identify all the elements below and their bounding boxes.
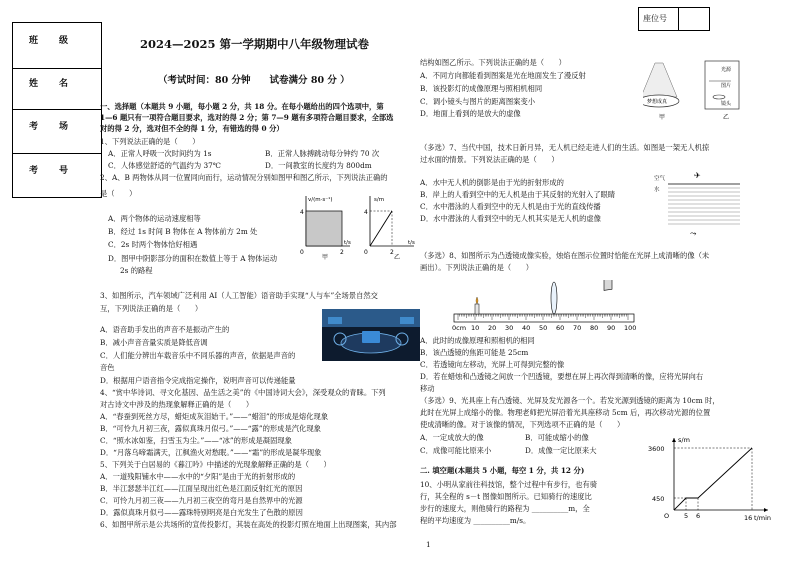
- st-line: [674, 448, 752, 510]
- question-3: 3、如图所示，汽车领域广泛利用 AI（人工智能）语音助手实现“人与车”全场景自然交: [100, 291, 378, 300]
- exam-title: 2024—2025 第一学期期中八年级物理试卷: [140, 37, 370, 51]
- q8-option-d-cont: 移动: [420, 384, 435, 393]
- q3-option-a: A．语音助手发出的声音不是振动产生的: [100, 325, 230, 334]
- ruler-label: 80: [590, 324, 599, 332]
- q9-option-a: A．一定成放大的像: [420, 433, 484, 442]
- st-y0: 450: [652, 495, 665, 503]
- q3-option-d: D．根据用户语音指令完成指定操作，说明声音可以传递能量: [100, 376, 296, 385]
- q7-option-a: A．水中无人机的倒影是由于光的折射形成的: [420, 178, 564, 187]
- st-x2: 6: [696, 512, 701, 520]
- q2-option-b: B．经过 1s 时间 B 物体在 A 物体前方 2m 处: [108, 227, 258, 236]
- question-6-cont: 结构如图乙所示。下列说法正确的是（ ）: [420, 58, 566, 67]
- q8-option-c: C．若透镜向左移动，光屏上可得到完整的像: [420, 360, 565, 369]
- ruler-label: 90: [607, 324, 616, 332]
- st-y1: 3600: [648, 445, 665, 453]
- ruler-label: 50: [539, 324, 548, 332]
- shaded-area: [306, 211, 342, 246]
- question-3-cont: 互，下列说法正确的是（ ）: [100, 304, 203, 313]
- q8-option-d: D．若在蜡烛和凸透镜之间放一个凹透镜，要想在屏上再次得到清晰的像，应将光屏向右: [420, 372, 704, 381]
- question-9-cont2: 使成清晰的像。对于该像的情况，下列选项不正确的是（ ）: [420, 420, 625, 429]
- q3-option-c: C．人们能分辨出车载音乐中不同乐器的声音，依据是声音的: [100, 351, 296, 360]
- exam-number-label: 考 号: [29, 166, 75, 176]
- question-8: （多选）8、如图所示为凸透镜成像实验，烛焰在图示位置时恰能在光屏上成清晰的像（未: [420, 251, 710, 260]
- class-label: 班 级: [29, 36, 75, 46]
- water-label: 水: [654, 187, 660, 193]
- yi-xlabel: t/s: [408, 240, 415, 246]
- question-6: 6、如图甲所示是公共场所的宣传投影灯，其装在高处的投影灯照在地面上出现图案，其内部: [100, 520, 397, 529]
- question-2-cont: 是（ ）: [100, 189, 137, 198]
- car-ai-image: [322, 309, 420, 361]
- q1-option-c: C．人体感觉舒适的气温约为 37℃: [108, 161, 221, 170]
- q5-option-a: A．一道残阳铺水中——水中的“夕阳”是由于光的折射形成的: [100, 472, 296, 481]
- seat-number-label: 座位号: [643, 14, 667, 23]
- question-9: （多选）9、光具座上有凸透镜、光屏及发光源各一个。若发光源到透镜的距离为 10cm 时，: [420, 396, 720, 405]
- question-10: 10、小明从家前往科技馆，整个过程中有步行，也有骑: [420, 480, 598, 489]
- jia-origin: 0: [300, 249, 304, 256]
- drone-icon: ✈: [694, 171, 701, 180]
- yi-line: [370, 211, 392, 246]
- candle: [475, 304, 479, 314]
- seat-number-box: [638, 7, 710, 31]
- q2-option-c: C．2s 时两个物体恰好相遇: [108, 240, 198, 249]
- question-10-cont2: 步行的速度大，则他骑行的路程为 __________m，全: [420, 504, 590, 513]
- q1-option-a: A．正常人呼吸一次时间约为 1s: [108, 149, 212, 158]
- q2-option-a: A．两个物体的运动速度相等: [108, 214, 201, 223]
- q1-option-d: D．一间教室的长度约为 800dm: [265, 161, 372, 170]
- projector-caption-left: 甲: [659, 114, 666, 121]
- q1-option-b: B．正常人脉搏跳动每分钟约 70 次: [265, 149, 380, 158]
- yi-caption: 乙: [394, 254, 401, 260]
- st-xlabel: t/min: [754, 514, 771, 522]
- q8-option-b: B．该凸透镜的焦距可能是 25cm: [420, 348, 529, 357]
- q6-option-d: D．地面上看到的是放大的虚像: [420, 109, 521, 118]
- question-2: 2、A、B 两物体从同一位置同向而行，运动情况分别如图甲和图乙所示，下列说法正确的: [100, 173, 388, 182]
- yi-ylabel: s/m: [374, 197, 385, 203]
- jia-xlabel: t/s: [344, 240, 351, 246]
- diver-icon: ⤳: [690, 229, 697, 238]
- ruler-label: 70: [573, 324, 582, 332]
- jia-caption: 甲: [322, 254, 329, 260]
- question-10-cont: 行，其全程的 s－t 图像如图所示。已知骑行的速度比: [420, 492, 592, 501]
- box-label-lens: 镜头: [721, 101, 732, 107]
- q5-option-c: C．可怜九月初三夜——九月初三夜空的弯月是自然界中的光源: [100, 496, 303, 505]
- section-one-line: 1—6 题只有一项符合题目要求，选对的得 2 分；第 7—9 题有多项符合题目要求，全部选: [100, 113, 394, 122]
- exam-room-label: 考 场: [29, 122, 75, 132]
- section-one-line: 对的得 2 分，选对但不全的得 1 分，有错选的得 0 分）: [100, 124, 284, 133]
- drone-figure: [650, 170, 742, 240]
- ruler-label: 100: [624, 324, 637, 332]
- q6-option-b: B．该投影灯的成像原理与照相机相同: [420, 84, 543, 93]
- jia-yvalue: 4: [300, 209, 304, 216]
- q4-option-b: B．“可怜九月初三夜，露似真珠月似弓。”——“露”的形成是汽化现象: [100, 424, 321, 433]
- yi-origin: 0: [364, 249, 368, 256]
- air-label: 空气: [654, 176, 666, 182]
- question-7-cont: 过水面的情景。下列说法正确的是（ ）: [420, 155, 559, 164]
- ruler-label: 30: [505, 324, 514, 332]
- graph-yi: [364, 196, 415, 260]
- ruler-label: 10: [471, 324, 480, 332]
- q2-option-d: D．图甲中阴影部分的面积在数值上等于 A 物体运动: [108, 254, 277, 263]
- candle-flame: [476, 297, 478, 304]
- st-ylabel: s/m: [678, 436, 690, 444]
- q7-option-b: B．岸上的人看到空中的无人机是由于其反射的光射入了眼睛: [420, 190, 616, 199]
- q4-option-d: D．“月落乌啼霜满天，江枫渔火对愁眠。”——“霜”的形成是凝华现象: [100, 448, 322, 457]
- ruler-label: 40: [522, 324, 531, 332]
- page-number: 1: [426, 540, 431, 549]
- st-x3: 16: [744, 514, 753, 522]
- ruler-labels: [452, 324, 636, 332]
- student-info-box: [12, 22, 102, 198]
- q5-option-b: B．半江瑟瑟半江红——江面呈现出红色是江面反射红光的原因: [100, 484, 303, 493]
- question-9-cont: 此时在光屏上成缩小的像。物理老师把光屏沿着光具座移动 5cm 后，再次移动光源的位置: [420, 408, 711, 417]
- q6-option-a: A．不同方向都能看到图案是光在地面发生了漫反射: [420, 71, 586, 80]
- q3-option-c-cont: 音色: [100, 363, 115, 372]
- question-7: （多选）7、当代中国，技术日新月异，无人机已经走进人们的生活。如图是一架无人机掠: [420, 143, 710, 152]
- box-label-picture: 图片: [721, 83, 732, 89]
- question-1: 1、下列说法正确的是（ ）: [100, 137, 200, 146]
- question-10-cont3: 程的平均速度为 __________m/s。: [420, 516, 531, 525]
- st-graph: [640, 434, 774, 522]
- exam-subtitle: （考试时间：80 分钟 试卷满分 80 分 ）: [158, 75, 350, 86]
- q2-option-d-cont: 2s 的路程: [120, 266, 153, 275]
- ruler-label: 20: [488, 324, 497, 332]
- box-label-light: 光源: [721, 67, 732, 73]
- q2-graphs: [294, 192, 424, 260]
- graph-jia: [300, 196, 351, 260]
- yi-xmax: 2: [390, 249, 394, 256]
- convex-lens: [551, 282, 557, 314]
- question-5: 5、下列关于白居易的《暮江吟》中描述的光现象解释正确的是（ ）: [100, 460, 331, 469]
- section-two-heading: 二. 填空题(本题共 5 小题，每空 1 分，共 12 分): [420, 466, 585, 475]
- question-4-cont: 对古诗文中涉及的热现象解释正确的是（ ）: [100, 400, 254, 409]
- screen: [604, 280, 612, 290]
- ruler-label: 60: [556, 324, 565, 332]
- projector-figure: [643, 55, 763, 125]
- lamp-text: 梦想成真: [647, 99, 668, 105]
- q5-option-d: D．露似真珠月似弓——露珠特别明亮是白光发生了色散的原因: [100, 508, 303, 517]
- q7-option-d: D．水中潜泳的人看到空中的无人机其实是无人机的虚像: [420, 214, 601, 223]
- name-label: 姓 名: [29, 79, 75, 89]
- section-one-heading: 一、选择题（本题共 9 小题，每小题 2 分，共 18 分。在每小题给出的四个选项中，第: [100, 102, 384, 111]
- ruler-label: 0cm: [452, 324, 467, 332]
- question-8-cont: 画出）。下列说法正确的是（ ）: [420, 263, 534, 272]
- q8-option-a: A．此时的成像原理和照相机的相同: [420, 336, 535, 345]
- optical-bench: [450, 280, 640, 332]
- projector-caption-right: 乙: [723, 114, 730, 121]
- q6-option-c: C．调小镜头与图片的距离图案变小: [420, 97, 536, 106]
- yi-yvalue: 4: [364, 209, 368, 216]
- question-4: 4、“赏中华诗词、寻文化基因、品生活之美”的《中国诗词大会》，深受观众的青睐。下列: [100, 388, 386, 397]
- jia-ylabel: v/(m·s⁻¹): [308, 197, 333, 203]
- q9-option-b: B．可能成缩小的像: [525, 433, 589, 442]
- q3-option-b: B．减小声音音量实质是降低音调: [100, 338, 208, 347]
- q9-option-c: C．成像可能比原来小: [420, 446, 492, 455]
- q9-option-d: D．成像一定比原来大: [525, 446, 597, 455]
- q7-option-c: C．水中潜泳的人看到空中的无人机是由于光的直线传播: [420, 202, 601, 211]
- q4-option-a: A．“春蚕到死丝方尽，蜡炬成灰泪始干。”——“蜡泪”的形成是熔化现象: [100, 412, 329, 421]
- st-x1: 5: [684, 512, 689, 520]
- q4-option-c: C．“照水冰如鉴，扫雪玉为尘。”——“冰”的形成是凝固现象: [100, 436, 292, 445]
- jia-xmax: 2: [340, 249, 344, 256]
- st-origin: O: [664, 512, 670, 520]
